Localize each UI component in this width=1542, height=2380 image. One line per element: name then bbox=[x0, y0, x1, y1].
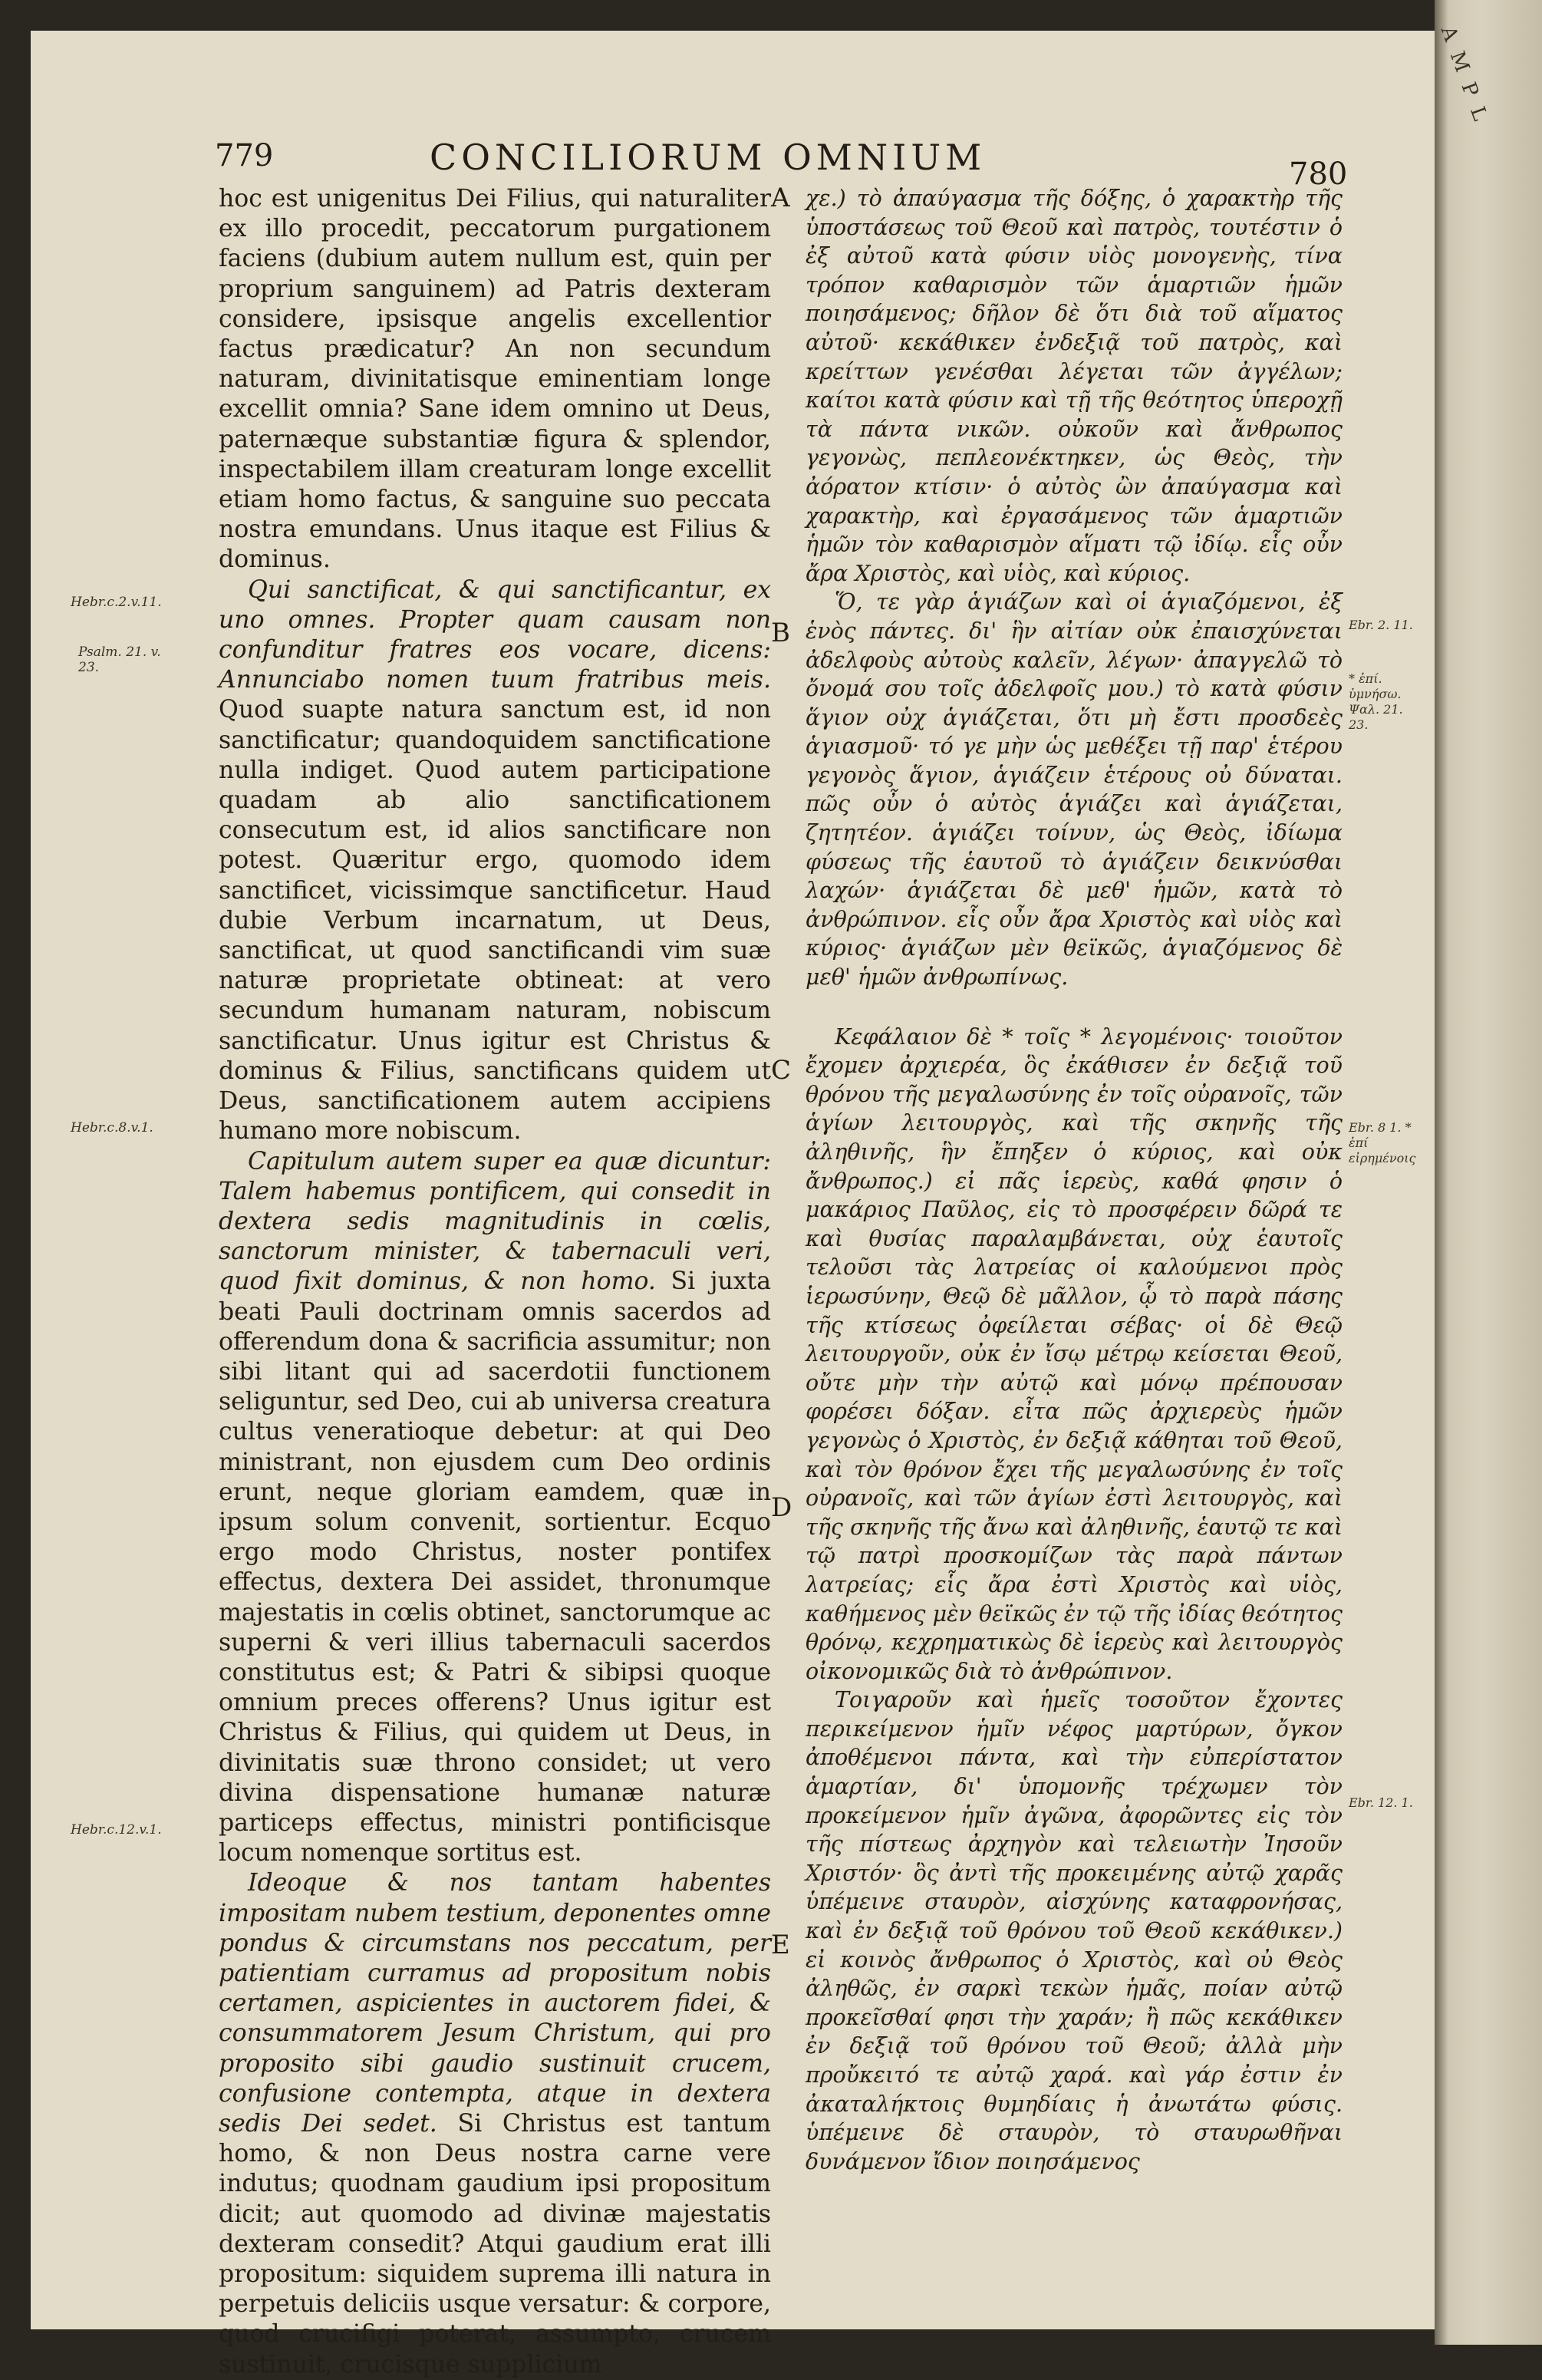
latin-commentary-2: Quod suapte natura sanctum est, id non sanctificatur; quandoquidem sanctificatione nulla indiget. Quod autem participatione quadam ab alio sanctificationem consecutum est, id alios sanctificare non potest. Quæritur ergo, quomodo idem sanctificet, vicissimque sanctificetur. Haud dubie Verbum incarnatum, ut Deus, sanctificat, ut quod sanctificandi vim suæ naturæ proprietate obtineat: at vero secundum humanam naturam, nobiscum sanctificatur. Unus igitur est Christus & dominus & Filius, sanctificans quidem ut Deus, sanctificationem autem accipiens humano more nobiscum. bbox=[219, 696, 771, 1145]
latin-paragraph-4 bbox=[219, 1868, 771, 2379]
adjacent-page-edge bbox=[1435, 0, 1542, 2345]
greek-section-gap bbox=[806, 992, 1343, 1023]
margin-ref-psalm-greek: * ἐπί. ὑμνήσω. Ψαλ. 21. 23. bbox=[1349, 671, 1403, 732]
margin-ref-ebr-8: Ebr. 8 1. * ἐπί εἰρημένοις bbox=[1349, 1120, 1416, 1165]
left-page-number: 779 bbox=[215, 138, 274, 173]
section-letter-a: A bbox=[771, 183, 790, 213]
running-head bbox=[31, 107, 1435, 192]
page-title: CONCILIORUM OMNIUM bbox=[430, 137, 987, 178]
margin-ref-hebr-12: Hebr.c.12.v.1. bbox=[71, 1822, 162, 1838]
section-letter-d: D bbox=[771, 1492, 792, 1523]
section-letter-c: C bbox=[771, 1055, 792, 1086]
latin-scripture-hebr-12: Ideoque & nos tantam habentes impositam nubem testium, deponentes omne pondus & circumstans nos peccatum, per patientiam curramus ad propositum nobis certamen, aspicientes in auctorem fidei, & consummatorem Jesum Christum, qui pro proposito sibi gaudio sustinuit crucem, confusione contempta, atque in dextera sedis Dei sedet. bbox=[219, 1869, 771, 2138]
margin-ref-ebr-2: Ebr. 2. 11. bbox=[1349, 618, 1413, 632]
margin-ref-ebr-12: Ebr. 12. 1. bbox=[1349, 1795, 1413, 1810]
latin-commentary-4: Si Christus est tantum homo, & non Deus nostra carne vere indutus; quodnam gaudium ipsi propositum dicit; aut quomodo ad divinæ majestatis dexteram consedit? Atqui gaudium erat illi propositum: siquidem suprema illi natura in perpetuis deliciis usque versatur: & corpore, quod crucifigi poterat, assumpto, crucem sustinuit, crucisque supplicium bbox=[219, 2110, 772, 2378]
section-letter-b: B bbox=[771, 618, 790, 648]
margin-ref-hebr-2: Hebr.c.2.v.11. bbox=[71, 595, 162, 610]
greek-paragraph-2: Ὅ, τε γὰρ ἁγιάζων καὶ οἱ ἁγιαζόμενοι, ἐξ ἑνὸς πάντες. δι' ἣν αἰτίαν οὐκ ἐπαισχύνεται ἀδελφοὺς αὐτοὺς καλεῖν, λέγων· ἀπαγγελῶ τὸ ὄνομά σου τοῖς ἀδελφοῖς μου.) τὸ κατὰ φύσιν ἅγιον οὐχ ἁγιάζεται, ὅτι μὴ ἔστι προσδεὲς ἁγιασμοῦ· τό γε μὴν ὡς μεθέξει τῇ παρ' ἑτέρου γεγονὸς ἅγιον, ἁγιάζειν ἑτέρους οὐ δύναται. πῶς οὖν ὁ αὐτὸς ἁγιάζει καὶ ἁγιάζεται, ζητητέον. ἁγιάζει τοίνυν, ὡς Θεὸς, ἰδίωμα φύσεως τῆς ἑαυτοῦ τὸ ἁγιάζειν δεικνύσθαι λαχών· ἁγιάζεται δὲ μεθ' ἡμῶν, κατὰ τὸ ἀνθρώπινον. εἷς οὖν ἄρα Χριστὸς καὶ υἱὸς καὶ κύριος· ἁγιάζων μὲν θεϊκῶς, ἁγιαζόμενος δὲ μεθ' ἡμῶν ἀνθρωπίνως. bbox=[806, 589, 1343, 991]
latin-commentary-3: Si juxta beati Pauli doctrinam omnis sacerdos ad offerendum dona & sacrificia assumitur; non sibi litant qui ad sacerdotii functionem seliguntur, sed Deo, cui ab universa creatura cultus veneratioque debetur: at qui Deo ministrant, non ejusdem cum Deo ordinis erunt, neque gloriam eamdem, quæ in ipsum solum convenit, sortientur. Ecquo ergo modo Christus, noster pontifex effectus, dextera Dei assidet, thronumque majestatis in cœlis obtinet, sanctorumque ac superni & veri illius tabernaculi sacerdos constitutus est; & Patri & sibipsi quoque omnium preces offerens? Unus igitur est Christus & Filius, qui quidem ut Deus, in divinitatis suæ throno considet; ut vero divina dispensatione humanæ naturæ particeps effectus, ministri pontificisque locum nomenque sortitus est. bbox=[219, 1267, 771, 1867]
latin-scripture-hebr-2: Qui sanctificat, & qui sanctificantur, ex uno omnes. Propter quam causam non confunditur fratres eos vocare, dicens: Annunciabo nomen tuum fratribus meis. bbox=[219, 575, 771, 694]
latin-paragraph-2 bbox=[219, 575, 771, 1147]
latin-paragraph-3 bbox=[219, 1147, 771, 1869]
latin-paragraph-1: hoc est unigenitus Dei Filius, qui naturaliter ex illo procedit, peccatorum purgationem faciens (dubium autem nullum est, quin per proprium sanguinem) ad Patris dexteram considere, ipsisque angelis excellentior factus prædicatur? An non secundum naturam, divinitatisque eminentiam longe excellit omnia? Sane idem omnino ut Deus, paternæque substantiæ figura & splendor, inspectabilem illam creaturam longe excellit etiam homo factus, & sanguine suo peccata nostra emundans. Unus itaque est Filius & dominus. bbox=[219, 185, 771, 574]
latin-column bbox=[219, 184, 771, 2380]
greek-column bbox=[806, 184, 1343, 2176]
margin-ref-hebr-8: Hebr.c.8.v.1. bbox=[71, 1120, 153, 1136]
greek-paragraph-1: χε.) τὸ ἀπαύγασμα τῆς δόξης, ὁ χαρακτὴρ τῆς ὑποστάσεως τοῦ Θεοῦ καὶ πατρὸς, τουτέστιν ὁ ἐξ αὐτοῦ κατὰ φύσιν υἱὸς μονογενὴς, τίνα τρόπον καθαρισμὸν τῶν ἁμαρτιῶν ἡμῶν ποιησάμενος; δῆλον δὲ ὅτι διὰ τοῦ αἵματος αὐτοῦ· κεκάθικεν ἐνδεξιᾷ τοῦ πατρὸς, καὶ κρείττων γενέσθαι λέγεται τῶν ἀγγέλων; καίτοι κατὰ φύσιν καὶ τῇ τῆς θεότητος ὑπεροχῇ τὰ πάντα νικῶν. οὐκοῦν καὶ ἄνθρωπος γεγονὼς, πεπλεονέκτηκεν, ὡς Θεὸς, τὴν ἀόρατον κτίσιν· ὁ αὐτὸς ὢν ἀπαύγασμα καὶ χαρακτὴρ, καὶ ἐργασάμενος τῶν ἁμαρτιῶν ἡμῶν τὸν καθαρισμὸν αἵματι τῷ ἰδίῳ. εἷς οὖν ἄρα Χριστὸς, καὶ υἱὸς, καὶ κύριος. bbox=[806, 186, 1343, 586]
book-page bbox=[31, 31, 1435, 2378]
latin-scripture-hebr-8: Capitulum autem super ea quæ dicuntur: Talem habemus pontificem, qui consedit in dextera sedis magnitudinis in cœlis, sanctorum minister, & tabernaculi veri, quod fixit dominus, & non homo. bbox=[219, 1147, 771, 1296]
margin-ref-psalm-21: Psalm. 21. v. 23. bbox=[78, 644, 161, 675]
right-page-number: 780 bbox=[1289, 157, 1348, 192]
adjacent-page-heading: A M P L bbox=[1435, 23, 1493, 127]
greek-paragraph-4: Τοιγαροῦν καὶ ἡμεῖς τοσοῦτον ἔχοντες περικείμενον ἡμῖν νέφος μαρτύρων, ὄγκον ἀποθέμενοι πάντα, καὶ τὴν εὐπερίστατον ἁμαρτίαν, δι' ὑπομονῆς τρέχωμεν τὸν προκείμενον ἡμῖν ἀγῶνα, ἀφορῶντες εἰς τὸν τῆς πίστεως ἀρχηγὸν καὶ τελειωτὴν Ἰησοῦν Χριστόν· ὃς ἀντὶ τῆς προκειμένης αὐτῷ χαρᾶς ὑπέμεινε σταυρὸν, αἰσχύνης καταφρονήσας, καὶ ἐν δεξιᾷ τοῦ θρόνου τοῦ Θεοῦ κεκάθικεν.) εἰ κοινὸς ἄνθρωπος ὁ Χριστὸς, καὶ οὐ Θεὸς ἀληθῶς, ἐν σαρκὶ τεκὼν ἡμᾶς, ποίαν αὐτῷ προκεῖσθαί φησι τὴν χαράν; ἢ πῶς κεκάθικεν ἐν δεξιᾷ τοῦ θρόνου τοῦ Θεοῦ; ἀλλὰ μὴν προὔκειτό τε αὐτῷ χαρά. καὶ γάρ ἐστιν ἐν ἀκαταλήκτοις θυμηδίαις ἡ ἀνωτάτω φύσις. ὑπέμεινε δὲ σταυρὸν, τὸ σταυρωθῆναι δυνάμενον ἴδιον ποιησάμενος bbox=[806, 1687, 1343, 2174]
section-letter-e: E bbox=[771, 1930, 790, 1960]
greek-paragraph-3: Κεφάλαιον δὲ * τοῖς * λεγομένοις· τοιοῦτον ἔχομεν ἀρχιερέα, ὃς ἐκάθισεν ἐν δεξιᾷ τοῦ θρόνου τῆς μεγαλωσύνης ἐν τοῖς οὐρανοῖς, τῶν ἁγίων λειτουργὸς, καὶ τῆς σκηνῆς τῆς ἀληθινῆς, ἣν ἔπηξεν ὁ κύριος, καὶ οὐκ ἄνθρωπος.) εἰ πᾶς ἱερεὺς, καθά φησιν ὁ μακάριος Παῦλος, εἰς τὸ προσφέρειν δῶρά τε καὶ θυσίας παραλαμβάνεται, οὐχ ἑαυτοῖς τελοῦσι τὰς λατρείας οἱ καλούμενοι πρὸς ἱερωσύνην, Θεῷ δὲ μᾶλλον, ᾧ τὸ παρὰ πάσης τῆς κτίσεως ὀφείλεται σέβας· οἱ δὲ Θεῷ λειτουργοῦν, οὐκ ἐν ἴσῳ μέτρῳ κείσεται Θεοῦ, οὔτε μὴν τὴν αὐτῷ καὶ μόνῳ πρέπουσαν φορέσει δόξαν. εἶτα πῶς ἀρχιερεὺς ἡμῶν γεγονὼς ὁ Χριστὸς, ἐν δεξιᾷ κάθηται τοῦ Θεοῦ, καὶ τὸν θρόνον ἔχει τῆς μεγαλωσύνης ἐν τοῖς οὐρανοῖς, καὶ τῶν ἁγίων ἐστὶ λειτουργὸς, καὶ τῆς σκηνῆς τῆς ἄνω καὶ ἀληθινῆς, ἑαυτῷ τε καὶ τῷ πατρὶ προσκομίζων τὰς παρὰ πάντων λατρείας; εἷς ἄρα ἐστὶ Χριστὸς καὶ υἱὸς, καθήμενος μὲν θεϊκῶς ἐν τῷ τῆς ἰδίας θεότητος θρόνῳ, κεχρηματικὼς δὲ ἱερεὺς καὶ λειτουργὸς οἰκονομικῶς διὰ τὸ ἀνθρώπινον. bbox=[806, 1024, 1343, 1684]
